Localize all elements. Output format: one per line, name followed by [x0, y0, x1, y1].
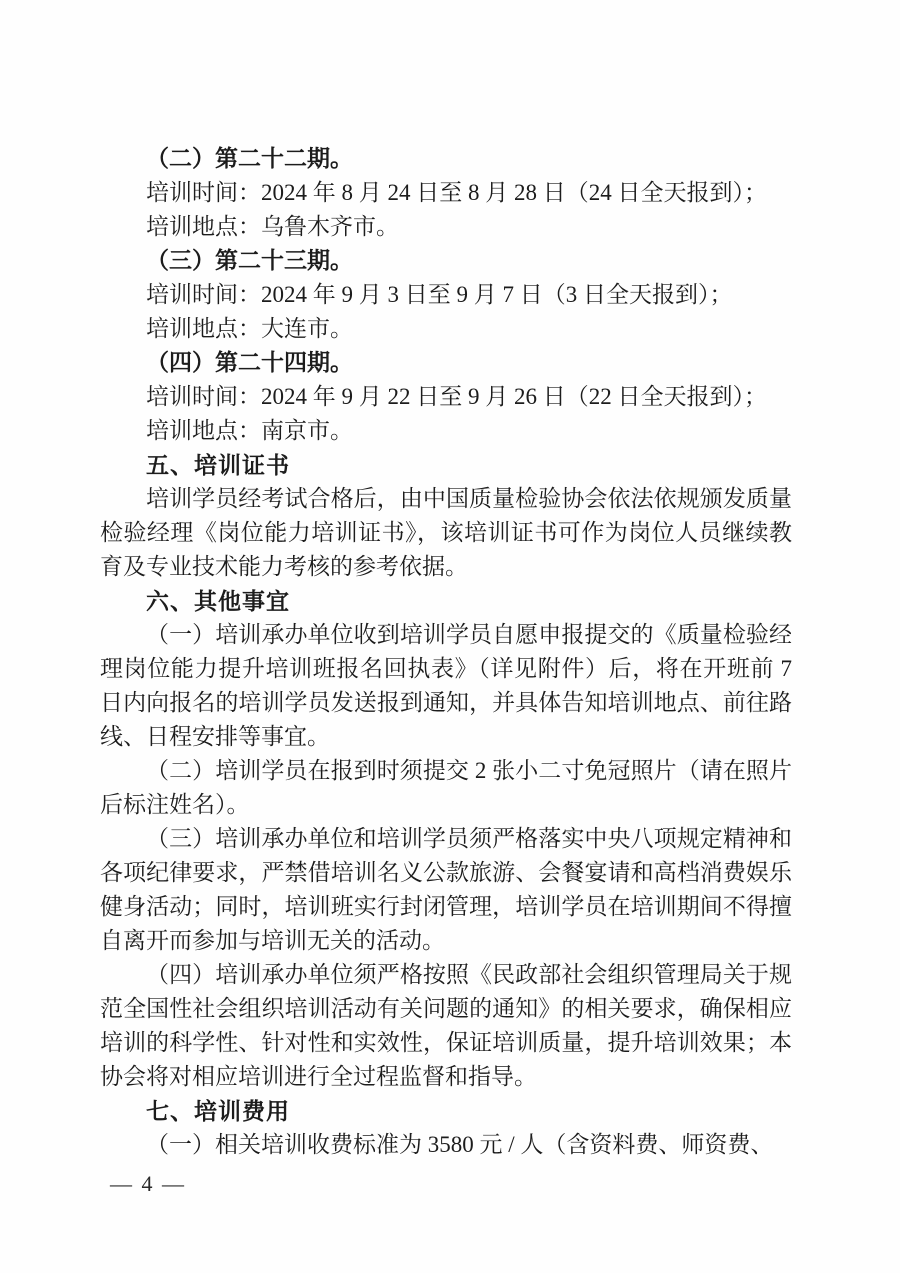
- section-heading-other-matters: 六、其他事宜: [146, 588, 290, 614]
- subsection-heading-22: （二）第二十二期。: [146, 146, 353, 171]
- paragraph-other-2: （二）培训学员在报到时须提交 2 张小二寸免冠照片（请在照片后标注姓名）。: [100, 758, 792, 817]
- section-heading-certificate: 五、培训证书: [146, 452, 290, 478]
- section-heading-fees: 七、培训费用: [146, 1098, 290, 1124]
- training-location-line: 培训地点：大连市。: [146, 316, 353, 341]
- page-number: — 4 —: [110, 1171, 186, 1196]
- paragraph-fees-cutoff: （一）相关培训收费标准为 3580 元 / 人（含资料费、师资费、: [146, 1132, 774, 1157]
- training-time-line: 培训时间：2024 年 8 月 24 日至 8 月 28 日（24 日全天报到）；: [146, 180, 767, 205]
- subsection-heading-24: （四）第二十四期。: [146, 350, 353, 375]
- training-time-line: 培训时间：2024 年 9 月 22 日至 9 月 26 日（22 日全天报到）；: [146, 384, 767, 409]
- training-time-line: 培训时间：2024 年 9 月 3 日至 9 月 7 日（3 日全天报到）；: [146, 282, 733, 307]
- paragraph-certificate: 培训学员经考试合格后，由中国质量检验协会依法依规颁发质量检验经理《岗位能力培训证书》，该培训证书可作为岗位人员继续教育及专业技术能力考核的参考依据。: [100, 486, 792, 579]
- subsection-heading-23: （三）第二十三期。: [146, 248, 353, 273]
- paragraph-other-1: （一）培训承办单位收到培训学员自愿申报提交的《质量检验经理岗位能力提升培训班报名回执表》（详见附件）后，将在开班前 7 日内向报名的培训学员发送报到通知，并具体告知培训地点、前往路线、日程安排等事宜。: [100, 622, 792, 749]
- document-content: [100, 142, 792, 1162]
- training-location-line: 培训地点：乌鲁木齐市。: [146, 214, 399, 239]
- training-location-line: 培训地点：南京市。: [146, 418, 353, 443]
- paragraph-other-4: （四）培训承办单位须严格按照《民政部社会组织管理局关于规范全国性社会组织培训活动有关问题的通知》的相关要求，确保相应培训的科学性、针对性和实效性，保证培训质量，提升培训效果；本协会将对相应培训进行全过程监督和指导。: [100, 962, 792, 1089]
- paragraph-other-3: （三）培训承办单位和培训学员须严格落实中央八项规定精神和各项纪律要求，严禁借培训名义公款旅游、会餐宴请和高档消费娱乐健身活动；同时，培训班实行封闭管理，培训学员在培训期间不得擅自离开而参加与培训无关的活动。: [100, 826, 792, 953]
